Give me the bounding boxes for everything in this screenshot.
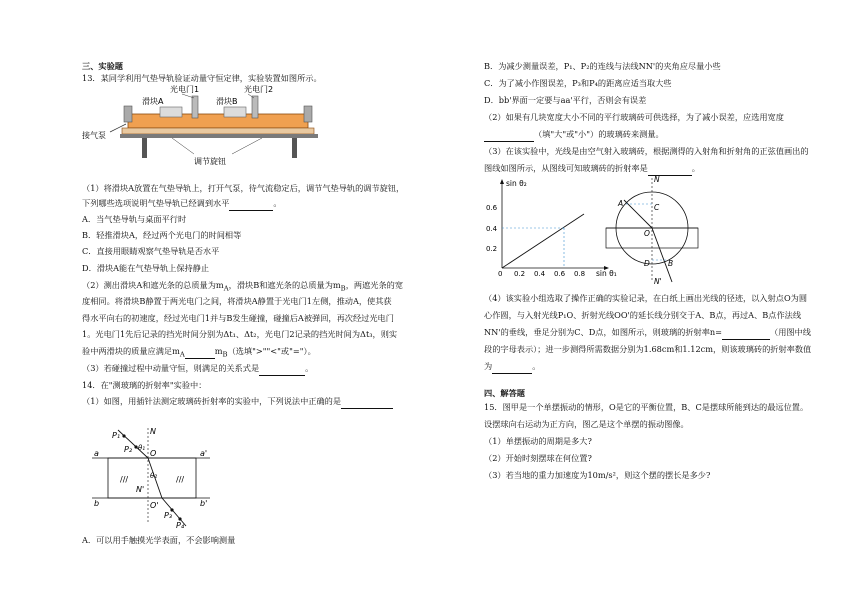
end-block-left (124, 106, 132, 122)
label-pump: 接气泵 (82, 131, 106, 140)
label-d: D (644, 259, 650, 268)
q13-option-a: A．当气垫导轨与桌面平行时 (82, 214, 187, 224)
q15-question1: （1）单摆振动的周期是多大? (484, 436, 592, 446)
pin-p1 (122, 434, 125, 437)
answer-blank[interactable] (484, 128, 534, 142)
q14-option-d: D．bb'界面一定要与aa'平行，否则会有误差 (484, 95, 647, 105)
label-a-prime: a' (200, 449, 208, 458)
x-axis-label: sin θ₁ (596, 269, 617, 278)
y-tick: 0.2 (486, 245, 498, 253)
q14-p2-line2: （填"大"或"小"）的玻璃砖来测量。 (484, 128, 664, 142)
label-b: B (668, 259, 674, 268)
answer-blank[interactable] (722, 326, 770, 340)
q14-p4-line5: 为 。 (484, 360, 540, 374)
table-edge (120, 134, 318, 138)
label-p3: P₃ (164, 511, 173, 520)
q14-p1: （1）如图，用插针法测定玻璃砖折射率的实验中，下列说法中正确的是 (82, 395, 393, 409)
label-slider-a: 滑块A (142, 97, 164, 106)
glass-block-figure (90, 426, 220, 530)
label-p2: P₂ (124, 445, 133, 454)
q14-p3-line1: （3）在该实验中，光线是由空气射入玻璃砖，根据测得的入射角和折射角的正弦值画出的 (484, 146, 809, 156)
q14-intro: 14．在"测玻璃的折射率"实验中： (82, 380, 207, 390)
label-o: O (644, 229, 650, 238)
q13-option-b: B．轻推滑块A，经过两个光电门的时间相等 (82, 230, 242, 240)
q14-p4-line3: NN'的垂线，垂足分别为C、D点，如图所示，则玻璃的折射率n= （用图中线 (484, 326, 811, 340)
track-base (122, 128, 314, 134)
label-knob: 调节旋钮 (194, 157, 226, 166)
label-theta1: θ₁ (138, 444, 146, 452)
q13-p1-line2: 下列哪些选项说明气垫导轨已经调到水平 。 (82, 197, 282, 211)
q15-line2: 设摆球向右运动为正方向，图乙是这个单摆的振动图像。 (484, 419, 689, 429)
answer-blank[interactable] (229, 197, 273, 211)
q15-line1: 15．图甲是一个单摆振动的情形，O是它的平衡位置，B、C是摆球所能到达的最远位置。 (484, 402, 809, 412)
table-leg-right (292, 138, 297, 158)
section-title-experiment: 三、实验题 (82, 61, 123, 71)
q13-p2-line5: 验中两滑块的质量应满足$m_A$ $m_B$（选填">""<"或"="）。 (82, 346, 316, 359)
q13-p2-line2: 度相同。将滑块B静置于两光电门之间，将滑块A静置于光电门1左侧，推动A，使其获 (82, 296, 392, 306)
label-o-prime: O' (150, 501, 159, 510)
label-b: b (94, 499, 100, 508)
label-b-prime: b' (200, 499, 208, 508)
photogate-1 (192, 96, 198, 118)
q15-question3: （3）若当地的重力加速度为10m/s²，则这个摆的摆长是多少? (484, 470, 711, 480)
label-slider-b: 滑块B (216, 97, 238, 106)
answer-blank[interactable] (492, 360, 532, 374)
table-leg-left (142, 138, 147, 158)
q13-intro: 13．某同学利用气垫导轨验证动量守恒定律，实验装置如图所示。 (82, 73, 322, 83)
x-tick: 0.4 (534, 270, 546, 278)
end-block-right (304, 106, 312, 122)
hatch-mark-left: /// (120, 475, 129, 484)
y-tick: 0.4 (486, 225, 498, 233)
y-tick: 0.6 (486, 204, 498, 212)
slider-b (224, 107, 246, 117)
section-title-answers: 四、解答题 (484, 388, 525, 398)
label-theta2: θ₂ (150, 472, 158, 480)
air-track-figure (82, 84, 342, 184)
q14-option-a: A．可以用手触摸光学表面，不会影响测量 (82, 535, 236, 545)
hatch-mark-right: /// (176, 475, 185, 484)
q13-p2-line4: 1。光电门1先后记录的挡光时间分别为Δt₁、Δt₂，光电门2记录的挡光时间为Δt₃，则实 (82, 329, 398, 339)
q14-p4-line4: 段的字母表示）；进一步测得所需数据分别为1.68cm和1.12cm，则该玻璃砖的折射率数值 (484, 344, 812, 354)
label-gate1: 光电门1 (170, 85, 200, 94)
q14-p2-line1: （2）如果有几块宽度大小不同的平行玻璃砖可供选择，为了减小误差，应选用宽度 (484, 112, 784, 122)
q13-p1-line1: （1）将滑块A放置在气垫导轨上，打开气泵，待气流稳定后，调节气垫导轨的调节旋钮， (82, 183, 405, 193)
circle-figure (602, 174, 702, 286)
label-a: A (618, 199, 624, 208)
label-gate2: 光电门2 (244, 85, 274, 94)
y-axis-label: sin θ₂ (506, 179, 527, 188)
q14-option-b: B．为减少测量误差，P₁、P₂的连线与法线NN'的夹角应尽量小些 (484, 61, 721, 71)
label-c: C (654, 203, 660, 212)
x-tick: 0 (498, 270, 503, 278)
q14-option-c: C．为了减小作图误差，P₃和P₄的距离应适当取大些 (484, 78, 672, 88)
label-p1: P₁ (112, 431, 121, 440)
label-n-prime: N' (136, 485, 145, 494)
label-a: a (94, 449, 99, 458)
data-line (502, 214, 584, 268)
label-n: N (654, 175, 660, 184)
q13-p3: （3）若碰撞过程中动量守恒，则满足的关系式是 。 (82, 362, 313, 376)
x-tick: 0.8 (574, 270, 586, 278)
slider-a (160, 107, 182, 117)
q13-option-d: D．滑块A能在气垫导轨上保持静止 (82, 263, 210, 273)
q14-p4-line2: 心作圆，与入射光线P₁O、折射光线OO'的延长线分别交于A、B点，再过A、B点作法线 (484, 310, 802, 320)
label-n: N (150, 427, 156, 436)
q13-p2-line1: （2）测出滑块A和遮光条的总质量为$m_A$，滑块B和遮光条的总质量为$m_B$，两遮光条的宽 (82, 280, 404, 293)
q14-p3-line2: 图线如图所示，从图线可知玻璃砖的折射率是 。 (484, 162, 700, 176)
air-track-rail (128, 114, 308, 128)
answer-blank[interactable] (341, 395, 393, 409)
x-tick: 0.6 (554, 270, 566, 278)
label-o: O (150, 449, 157, 458)
answer-blank[interactable] (185, 345, 215, 359)
answer-blank[interactable] (259, 362, 305, 376)
refracted-ray (652, 228, 672, 282)
q14-p4-line1: （4）该实验小组选取了操作正确的实验记录，在白纸上画出光线的径迹，以入射点O为圆 (484, 293, 808, 303)
photogate-2 (252, 96, 258, 118)
q15-question2: （2）开始时刻摆球在何位置? (484, 453, 592, 463)
label-n-prime: N' (654, 277, 662, 286)
q13-p2-line3: 得水平向右的初速度，经过光电门1并与B发生碰撞，碰撞后A被弹回，再次经过光电门 (82, 313, 394, 323)
x-tick: 0.2 (514, 270, 526, 278)
q13-option-c: C．直接用眼睛观察气垫导轨是否水平 (82, 246, 220, 256)
label-p4: P₄ (176, 521, 185, 530)
